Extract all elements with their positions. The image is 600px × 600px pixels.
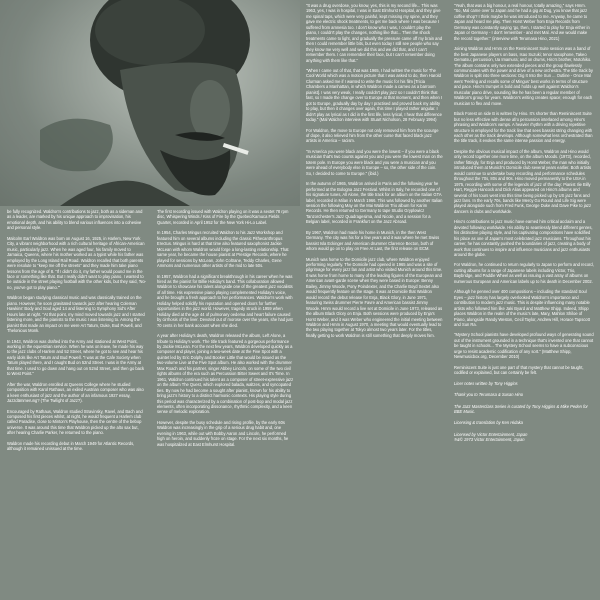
paragraph: Although he penned over 400 compositions – including the standard Soul Eyes – jazz history has largely overlooked Waldron's importance and contribution to modern jazz music. This is despite influencing many notable artists who followed him like Jaki Byard and Matthew Shipp. Indeed, Shipp places Waldron in the realm of the music's late, Mary, Mahlon Shiloe of Piano, alongside Randy Weston, Cecil Taylor, Andrew Hill, Horace Tapscott and Sun Ra. [454, 289, 590, 328]
paragraph: In 1943, Waldron was drafted into the Army and stationed at West Point, working in the equestrian service. When he was on leave, he made his way to the jazz clubs of Harlem and 52 Street, where he got to see and hear his early idols like Art Tatum and Bud Powell. "I was at the Cafe Society when Tatum played there, and I caught Bud on 52nd Street. I was in the Army at that time. I used to go down and hang out on 52nd Street, and then go back to West Point." [7, 338, 145, 377]
paragraph: By 1967, Waldron had made his home in Munich, in the then West Germany. The city was his for a few years and it was where he met Swiss bassist Isla Eckinger and American drummer Clarence Becton, both of whom would go on to play on Free At Last, the first release on ECM. [306, 229, 440, 252]
paragraph: Despite the obvious musical impact of the album, Waldron and Hino would only record together one more time, on the album Moods. (1973), recorded, rather fittingly, for Enja and produced by Horst Weber, the man who initially introduced them at Munich's Domicile club several years earlier. Both artists would continue to undertake busy recording and performance schedules throughout the 70s, 80s and 90s. Hino moved permanently to the USA in 1975, recording with some of the legends of jazz of the day: Pianist Ilie Billy Hart, Reggie Hancock and Dick Alias appeared on Hino's albums and several of his tours went into this time being picked up by US jazz fans and jazz fans. In the early 70s, bands like Mercy Go Round and Life Sig were played alongside such from Fred Funk, George Duke and Dave Pike to jazz dancers in clubs and worldwide. [454, 148, 592, 214]
text-column-1 [7, 209, 147, 595]
text-column-2 [157, 209, 294, 595]
text-column-4 [454, 3, 594, 597]
paragraph: "In America you were black and you were the lowest – if you were a black musician that's two counts against you and you were the lowest man on the totem pole. In Europe you were black and you were a musician and you were ahead of everybody else in Europe – so, the other side of the coin. So, I decided to come to Europe." (ibid.) [306, 148, 443, 176]
credit-thanks: Thank you to Terumasa & Susan Hino [454, 392, 524, 398]
paragraph: In the autumn of 1965, Waldron arrived in Paris and the following year he performed at the Bologna Jazz Festival. Whilst in Italy, he recorded one of his signature tunes, All Alone, the title track for an album on the Italian GTA label, recorded in Milan in March 1966. This was followed by another Italian session the following May on the Mai Waldron Trio album for Karim Records. He then returned to Germany to tape Studio Gryplowicz Tanzorchester's Jazz Quadragesima, and Nicole, and a session for a Belgian label, recorded in Frankfurt on the Jazz Abroad. [306, 181, 443, 225]
paragraph: Joining Waldron and Hmm on the Reminiscent Suite session was a band of the best Japanese players on bass, Isao Suzuki; tenor saxophone, Takeo Gematsu; percussion, Ua Imamura; and on drums, Hiro's brother, Motohiko. The album contains only two extended pieces and the group flawlessly communicates with the power and drive of a new orchestra. The title track by Waldron is split into three sections: Dig It Into the Sun ... Outline - Once Mal went 'Feeling and recalls some of Mingus' best works in terms of structure and pace. Hino's trumpet is bold and holds up well against Waldron's muscular piano drive, sounding like he has been a regular member of Waldron's group for years. Waldron's writing creates space; enough for each musician to flex and move. [454, 46, 593, 106]
paragraph: be fully recognized. Waldron's contributions to jazz, both as a sideman and as a leader, are marked by his unique approach to improvisation, his emotional depth, and his ability to blend various influences into a cohesive and personal style. [7, 209, 143, 231]
paragraph: For Waldron, he continued to return regularly to Japan to perform and record, cutting albums for a range of Japanese labels including Victor, Trio, Baybridge, and Paddle Wheel as well as issuing a vast array of albums on numerous European and American labels up to his death in December 2002. [454, 262, 594, 284]
paragraph: Waldron made his recording debut in March 1949 for Atlantic Records, although it remained unissued at the time. [7, 440, 135, 452]
paragraph: Waldron began studying classical music and was classically trained on the piano. However, he soon gravitated towards jazz after hearing Coleman Hawkins' Body and Soul aged 14 and listening to Symphony Sid's After Hours late at night. "At that point, my mind moved towards jazz and I started listening more, and the pianists to the music I was listening to. Among the pianist that made an impact on me were Art Tatum, Duke, Bud Powell, and Thelonious Monk. [7, 295, 145, 334]
credit-licensing: Licensing & translation by Ken Hidaka [454, 420, 523, 426]
paragraph: Encouraged by Rathaus, Waldron studied Stravinsky, Ravel, and Bach and composed his first pieces whilst, at night, he would frequent a Harlem club called Paradise, close to Minton's Playhouse, then the centre of the bebop universe. It was around this time that Waldron picked up the alto sax but, after hearing Charlie Parker, he returned to the piano. [7, 408, 143, 436]
paragraph: In 1954, Charles Mingus recruited Waldron to his Jazz Workshop and featured him on several albums including the classic Pithecanthropus Erectus. Mingus is hard at that time also featured saxophonist Jackie McLean with whom Waldron would forge a long-lasting relationship. That same year, he became the house pianist at Prestige Records, where he played for sessions by McLean, John Coltrane, Teddy Charles, Gene Ammons and numerous other artists of the mid to late 50s. [157, 230, 289, 269]
paragraph: Munich was home to the Domicile jazz club, where Waldron enjoyed performing regularly. The Domicile had opened in 1965 and was a site of pilgrimage for every jazz fan and artist who visited Munich around this time. It was home from home to many of the leading figures of the European and American avant-garde scene when they were based in Europe: Benny Bailey, Jimmy Woode, Pony Poindexter, and the Charlie Boyd Sextet also would frequently feature on the stage. It was at Domicile that Waldron would record the debut release for Enja, Black Glory, in June 1971, featuring Swiss drummer Pierre Favre and American bassist Jimmy Woode. Hmm would record a live set at Domicile in June 1973, released as the album Black Glory on Enja. Both sessions were produced by Enja's Horst Weber, and it was Weber who engineered the initial meeting between Waldron and Hmm in August 1970, a meeting that would eventually lead to the two playing together at Tokyo almost two years later. For the titles, finally getting to work Waldron is still something that deeply moves him. [306, 256, 443, 338]
paragraph: After the war, Waldron enrolled at Queens College where he studied composition with Karol Rathaus, an exiled Austrian composer who was also a keen enthusiast of jazz and the author of an infamous 1927 essay, Jazzdämmerung? (The Twilight of Jazz?). [7, 381, 144, 404]
paragraph: "Mystery School pianists have developed profound ways of generating sound out of the instrument grounded in a technique that's invented one that cannot be taught in schools... The Mystery School seems to have a subconscious urge to resist academic codification of any sort." (Matthew Shipp, Newmusicbox.org, December 2010) [454, 332, 594, 360]
paragraph: For Waldron, the move to Europe not only removed him from the scourge of dope, it also relieved him from the other curse that faced black jazz artists in America – racism. [306, 127, 439, 144]
paragraph: "Yeah, that was a big honour, a real honour, totally amazing," says Hmm. "So, Mal came over to Japan and he had a gig at Dug, you know that jazz coffee shop? I think maybe he was introduced to me. Anyway, he came to Japan and heard me play. Then Horst Weber from Enja Records from Germany was constantly saying 'go, then, I started to play for Enja either in Japan or Germany - I don't remember - and met Mal. And we would make the record together." (interview with Terumasa Hino, 2021) [454, 3, 590, 41]
paragraph: Reminiscent Suite is just one part of that mystery that cannot be taught, codified or explained, but can certainly be felt. [454, 364, 584, 376]
mal-waldron-photo [0, 0, 300, 206]
paragraph: The first recording issued with Waldron playing on it was a sextet 78 rpm disc, Whispering Winds / Kiss of Fire by the Quebec/Kamuca Fields Quartet, recorded in April 1952 for the New York Hi-Lo Label. [157, 209, 289, 225]
credit-copyright: Licensed by Victor Entertainment, Japan ℗&© 1973 Victor Entertainment, Japan [454, 431, 528, 443]
paragraph: However, despite the busy schedule and rising profile, by the early 60s Waldron was increasingly in the grip of a serious drug habit and, one evening in 1963, while out with Bobby Aaron and Lincoln, he performed high on heroin, and suddenly froze on stage. For the next six months, he was hospitalized at East Elmhurst Hospital. [157, 419, 289, 447]
credit-liner-notes: Liner notes written by Tony Higgins [454, 380, 518, 386]
paragraph: "When I came out of that, that was 1965, I had written the music for The Cool World which was a motion picture that I was asked to do, then Harold Clurman asked me if I wanted to write the music for his film [Tricia Chambers a Manhattan, in which Waldron made a cameo as a barroom pianist]. I was very weak, I really couldn't play jazz so I couldn't think that fast, so I made the change over to Europe at that moment, and then when I got to Europe, gradually day by day I practised and proved back my ability to play, but then it changes over again, this time I played rather angular. I didn't play as lyrical as I did in the first life, less lyrical, I hear that difference today." (Mal Waldron interview with Stuart Nicholson, 28 February 1994) [306, 67, 443, 123]
paragraph: In 1957, Waldron had a significant breakthrough in his career when he was hired as the pianist for Billie Holiday's band. This collaboration allowed Waldron to showcase his talent alongside one of the greatest jazz vocalists of all time. His expressive piano playing complemented Holiday's voice, and he brought a fresh approach to her performances. Waldron's work with Holiday helped solidify his reputation and opened doors for further opportunities in the jazz world. However, tragedy struck in 1959 when Holiday died at the age 44 of pulmonary oedema and heart failure caused by cirrhosis of the liver. Devoted out of morose over the years, she had just 70 cents in her bank account when she died. [157, 273, 293, 328]
paragraph: Malcolm Earl Waldron was born on August 16, 1925, in Harlem, New York City, a vibrant neighborhood with a rich cultural heritage of African-American music, particularly jazz. When he was aged four, his family moved to Jamaica, Queens, where his mother worked as a typist while his father was employed by the Long Island Rail Road. Waldron recalled that both parents were resolute to "keep me off the streets" and they made him take piano lessons from the age of 8. "If I didn't do it, my father would pound me in the face or something like that. But I really didn't want to play piano. I wanted to be outside in the street playing football with the other kids, but they said, 'No-no, you've got to play piano.'" [7, 235, 147, 290]
portrait-illustration [0, 0, 300, 206]
paragraph: Black Forest on side B is written by Hino. It's shorter than Reminiscent Suite but no less effective with dense afro percussion interlaced among Hino's phrasing and Waldron's vamps. A heavier rhythm with a driving repetitive structure is employed for the track line that sees bassist string changing with each other as the track develops. Although somewhat less orchestrated than the title track, it evokes the same intense passion and energy. [454, 111, 593, 144]
paragraph: "It was a drug overdose, you know, yes, this is my second life... This was 1963, yes, I was in hospital, I was in East Elmhurst Hospital, and they give me spinal taps, which were very painful, kept missing my spine, and they gave me electric shock treatments, to get me back where I was because I suffered from amnesia too. I don't know who I was, I couldn't play the piano, I couldn't play the changes, nothing like that... Then the shock treatments came to light, and gradually the pressure came off my brain and then I could remember little bits, but even today I still see people who say they know me very well and we did this and we did that, and I can't remember them. I can remember their face, but I can't remember doing anything with them like that." [306, 3, 442, 63]
paragraph: Hino's contributions to jazz music have earned him critical acclaim and a devoted following worldwide. His ability to seamlessly blend different genres, his distinctive playing style, and his captivating compositions have solidified his place as one of Japan's most celebrated jazz musicians. Throughout his career, he has constantly pushed the boundaries of jazz, creating a body of work that continues to inspire and influence musicians and jazz enthusiasts around the globe. [454, 219, 593, 258]
paragraph: A year after Holiday's death, Waldron released the album, Left Alone, a tribute to Holiday's work. The title track featured a gorgeous performance by Jackie McLean. For the next few years, Waldron developed quickly as a composer and player, joining a two-week date at the Five Spot with a quintet led by Eric Dolphy and Booker Little that would be issued as the two-volume Live at the Five Spot album. He also worked with the drummer Max Roach and his partner, singer Abbey Lincoln, on some of the two civil rights albums of the era such as Percussion Bitter Sweet and It's Time. In 1961, Waldron continued his talent as a composer of street-expressive jazz on the album The Quest, which explored balada, waltzes, and syncopated ties. By now he had become a sought after pianist, known for his ability to bring jazz's history to a distinct harmonic contexts. His playing style during this period was characterized by a combination of post-bop and modal jazz elements, often incorporating dissonance, rhythmic complexity, and a keen sense of melodic exploration. [157, 333, 294, 415]
credit-series: The Jazz Masterclass Series is curated by Tony Higgins & Mike Peden for BBE Music. [454, 403, 588, 414]
text-column-3 [306, 3, 443, 597]
